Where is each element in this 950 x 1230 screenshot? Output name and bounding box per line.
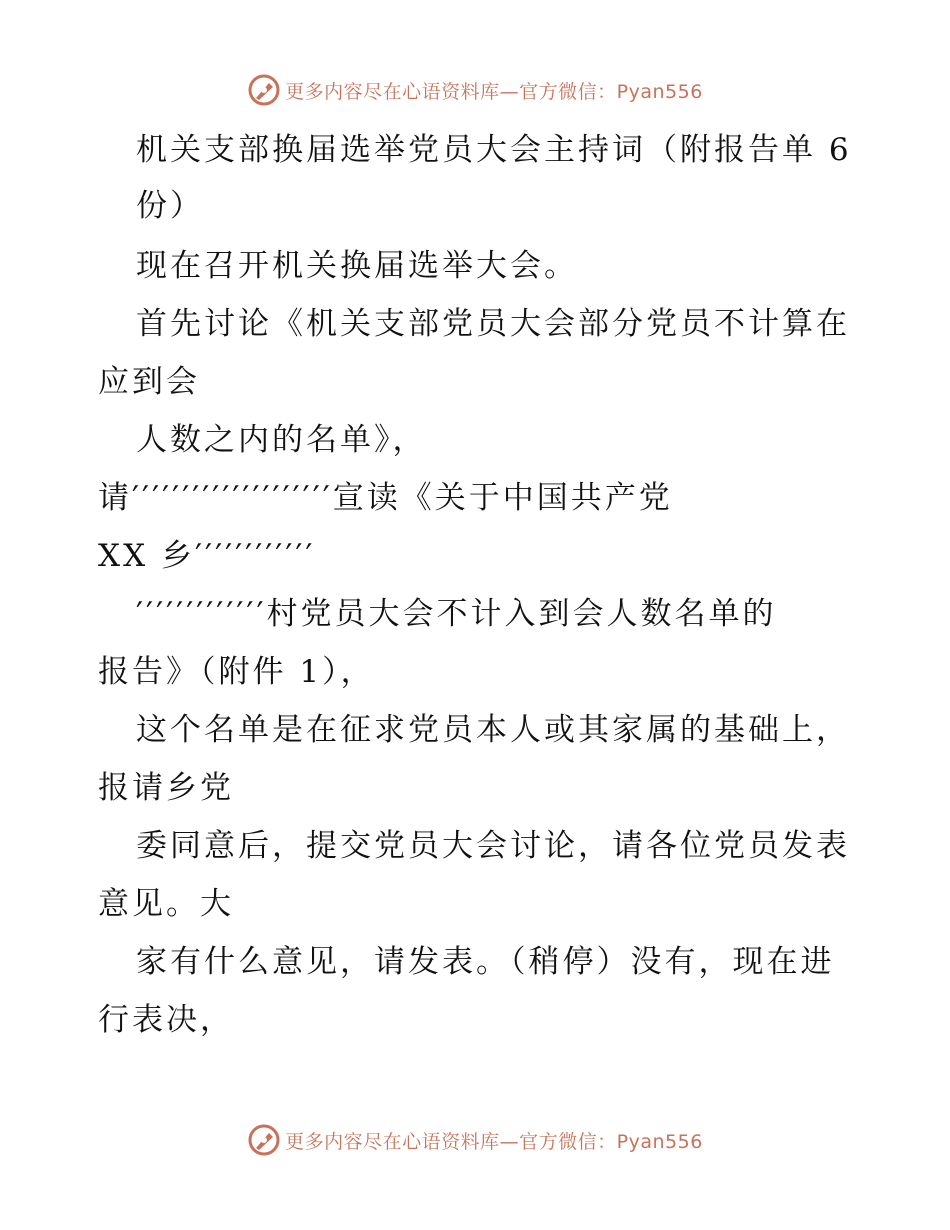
text-line: 份） (136, 188, 204, 224)
text-line: ′′′′′′′′′′′′′村党员大会不计入到会人数名单的 (136, 596, 777, 632)
text-line: 这个名单是在征求党员本人或其家属的基础上， (136, 712, 850, 748)
text-line: 机关支部换届选举党员大会主持词（附报告单 6 (136, 132, 852, 168)
text-line: 行表决， (98, 1002, 234, 1038)
footer-banner-text: 更多内容尽在心语资料库—官方微信：Pyan556 (285, 1130, 703, 1153)
text-line: 现在召开机关换届选举大会。 (136, 248, 578, 284)
pen-nib-logo-icon (247, 73, 281, 107)
text-line: 报请乡党 (98, 770, 234, 806)
header-banner-text: 更多内容尽在心语资料库—官方微信：Pyan556 (285, 80, 703, 103)
text-line: 报告》（附件 1）， (98, 654, 375, 690)
text-line: 请′′′′′′′′′′′′′′′′′′′′宣读《关于中国共产党 (98, 480, 673, 516)
pen-nib-logo-icon (247, 1123, 281, 1157)
text-line: 家有什么意见，请发表。（稍停）没有，现在进 (136, 944, 835, 980)
text-line: 意见。大 (98, 886, 234, 922)
footer-banner (0, 1120, 950, 1160)
text-line: XX 乡′′′′′′′′′′′′ (98, 538, 316, 574)
header-banner (0, 70, 950, 110)
text-line: 应到会 (98, 364, 200, 400)
text-line: 人数之内的名单》， (136, 422, 427, 458)
text-line: 首先讨论《机关支部党员大会部分党员不计算在 (136, 306, 850, 342)
text-line: 委同意后，提交党员大会讨论，请各位党员发表 (136, 828, 850, 864)
